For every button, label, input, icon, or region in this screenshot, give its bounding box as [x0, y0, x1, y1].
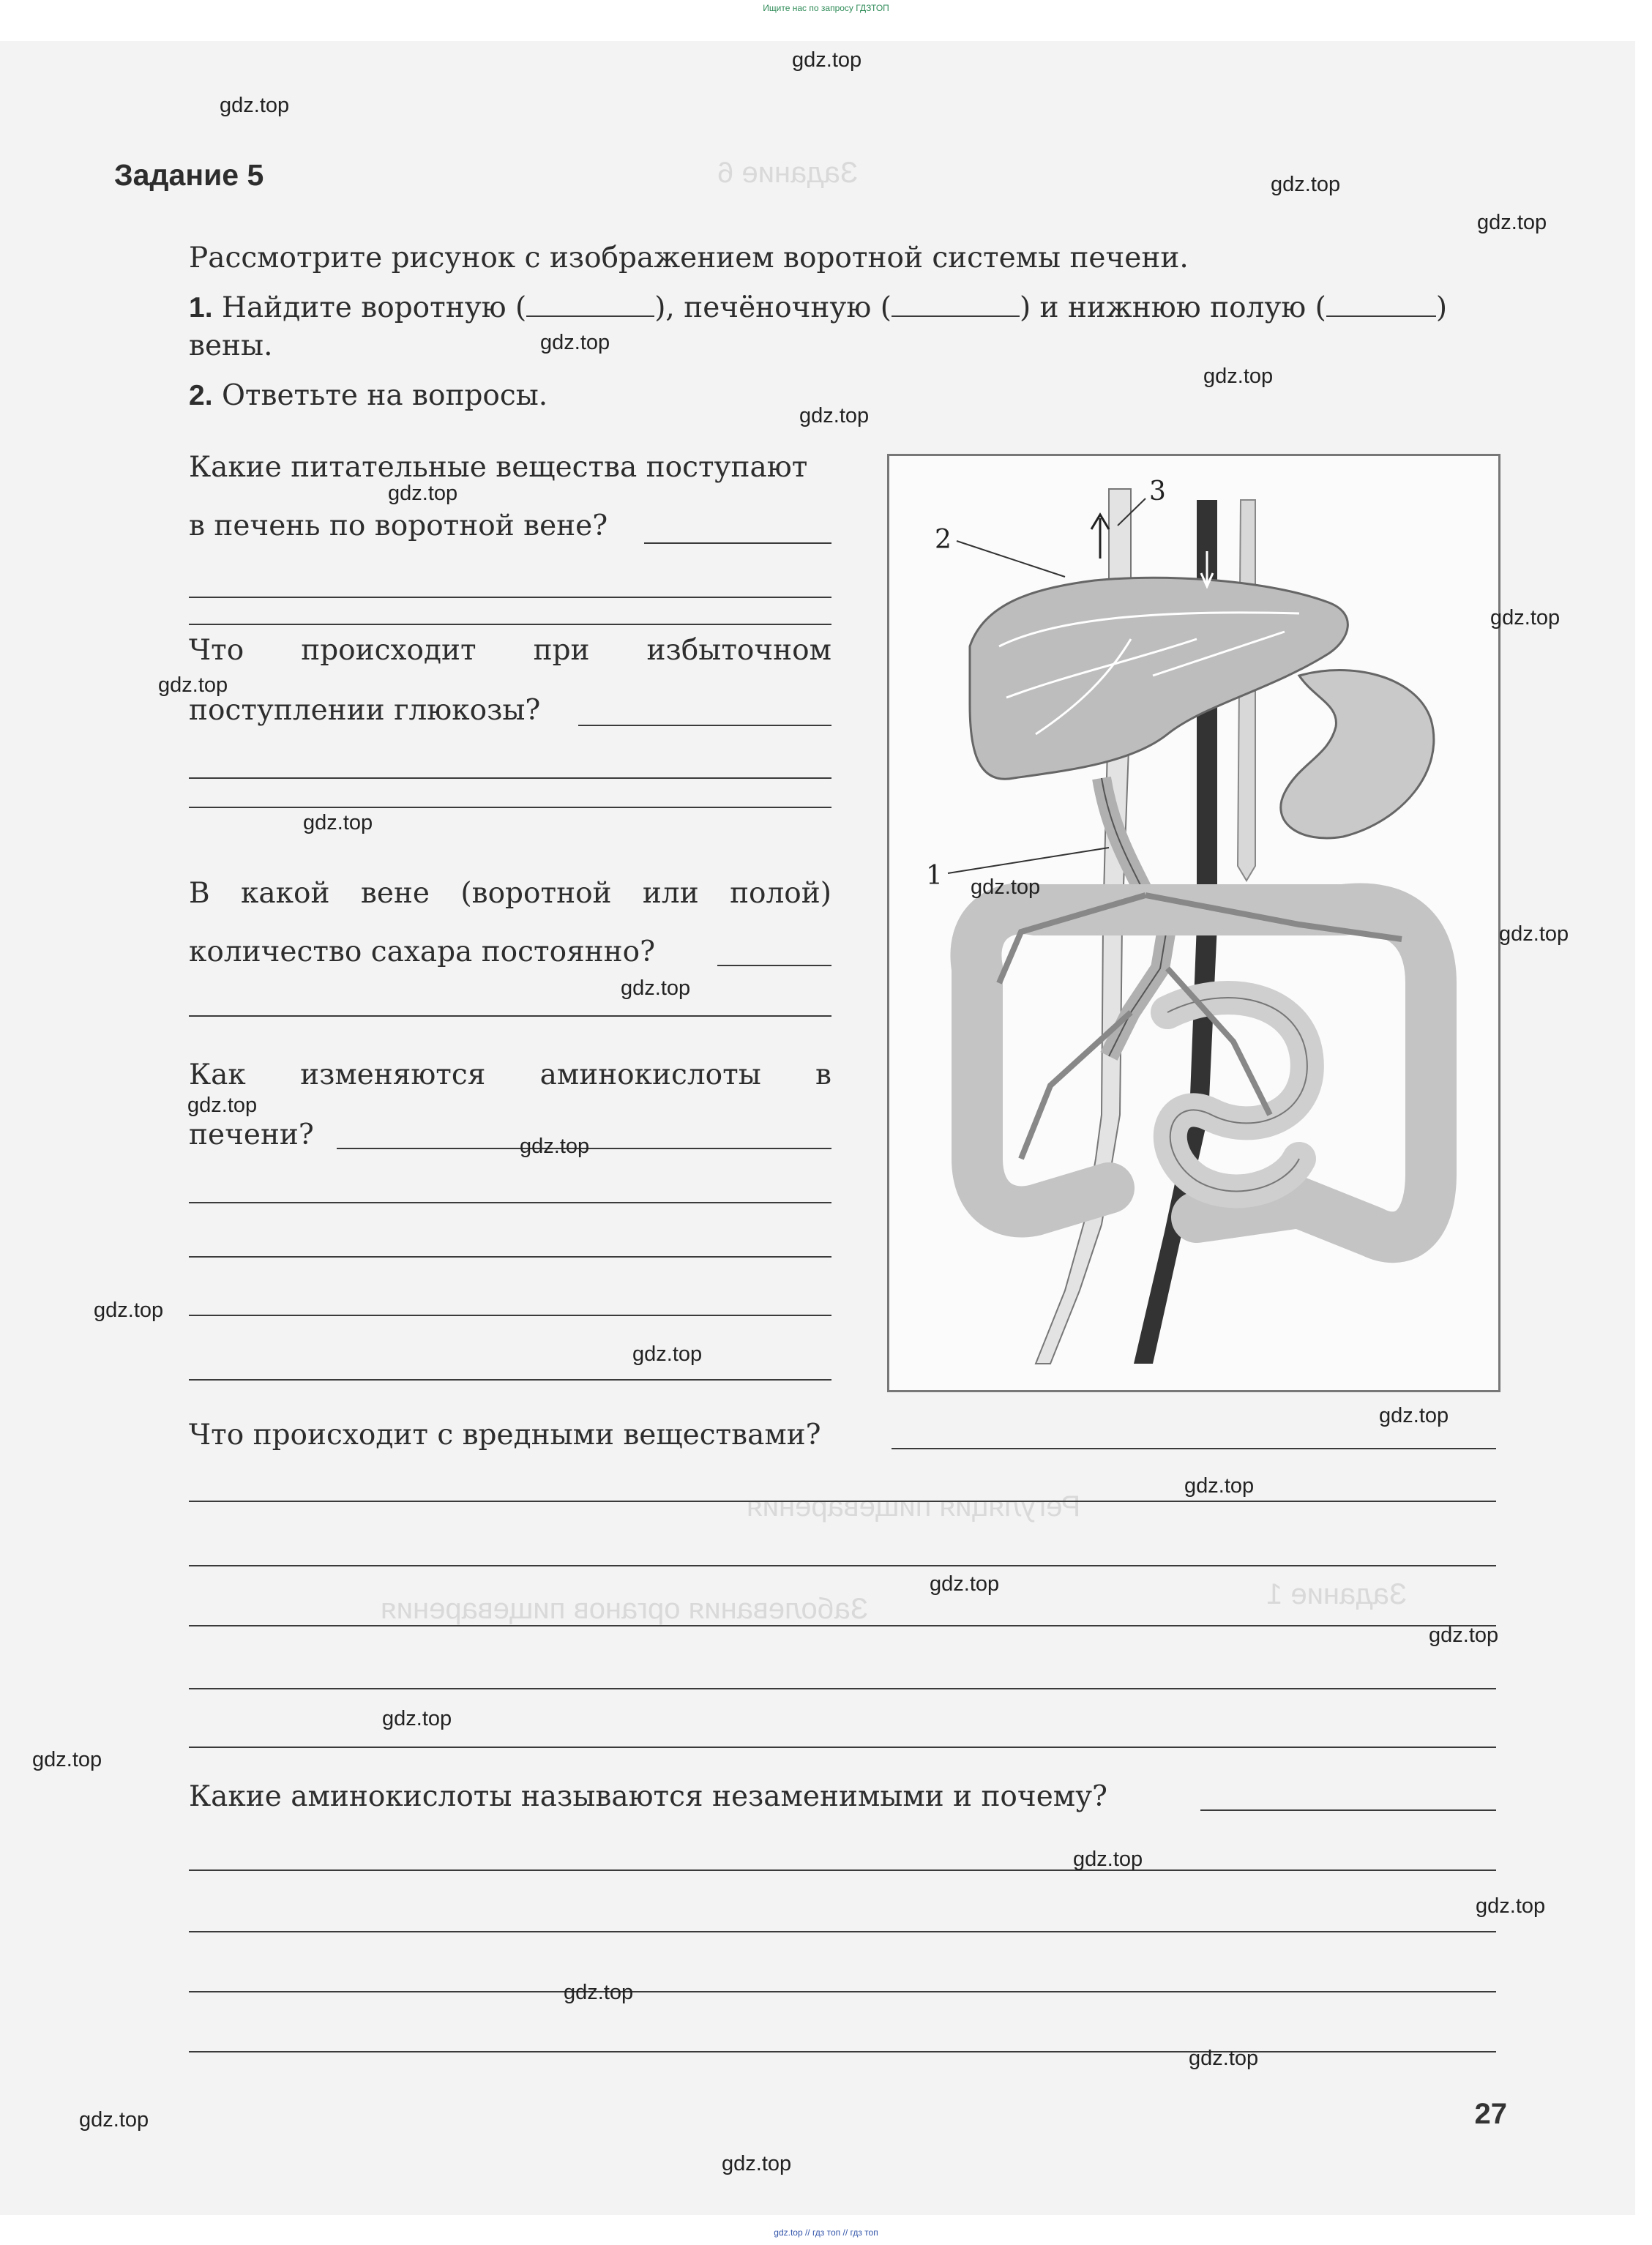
question-word: полой): [730, 877, 831, 910]
question-word: или: [642, 877, 699, 910]
answer-line[interactable]: [1200, 1809, 1496, 1811]
answer-line[interactable]: [189, 1688, 1496, 1689]
watermark: gdz.top: [930, 1572, 1000, 1596]
question-word: в: [815, 1058, 831, 1091]
watermark: gdz.top: [799, 404, 870, 427]
question-5: Что происходит с вредными веществами?: [189, 1419, 821, 1452]
question-word: избыточном: [646, 634, 831, 667]
answer-line[interactable]: [189, 777, 831, 779]
answer-line[interactable]: [189, 1565, 1496, 1566]
item-1-continuation: вены.: [189, 329, 273, 362]
watermark: gdz.top: [1203, 365, 1274, 388]
answer-line[interactable]: [189, 1256, 831, 1258]
answer-line[interactable]: [189, 1315, 831, 1316]
answer-line[interactable]: [189, 597, 831, 598]
answer-line[interactable]: [189, 1747, 1496, 1748]
item-1-text: ): [1435, 291, 1448, 324]
question-word: при: [533, 634, 590, 667]
answer-line[interactable]: [189, 1015, 831, 1017]
portal-vein-blank[interactable]: [526, 294, 654, 317]
answer-line[interactable]: [644, 542, 831, 544]
small-intestine: [1167, 998, 1307, 1191]
question-2-line1: [189, 634, 831, 667]
answer-line[interactable]: [189, 1625, 1496, 1626]
question-3-line1: [189, 877, 831, 910]
stomach: [1281, 670, 1434, 838]
question-word: изменяются: [300, 1058, 486, 1091]
label-2-leader: [957, 541, 1065, 577]
item-1-text: ) и нижнюю полую (: [1019, 291, 1326, 324]
colon: [977, 968, 1109, 1211]
answer-line[interactable]: [189, 2051, 1496, 2052]
watermark: gdz.top: [382, 1707, 452, 1730]
question-word: Как: [189, 1058, 246, 1091]
watermark: gdz.top: [1073, 1848, 1143, 1871]
watermark: gdz.top: [1490, 606, 1561, 630]
item-1: [189, 291, 1447, 324]
question-word: В: [189, 877, 210, 910]
watermark: gdz.top: [792, 48, 862, 72]
bleed-through-text: Задание 1: [1266, 1578, 1408, 1610]
watermark: gdz.top: [1477, 211, 1547, 234]
watermark: gdz.top: [79, 2108, 149, 2132]
question-4-line2: печени?: [189, 1118, 314, 1151]
question-2-line2: поступлении глюкозы?: [189, 694, 541, 727]
answer-line[interactable]: [189, 807, 831, 808]
flow-arrow-icon: [1091, 515, 1109, 559]
item-1-text: Найдите воротную (: [221, 291, 527, 324]
watermark: gdz.top: [540, 331, 610, 354]
figure-label-1: 1: [926, 861, 943, 891]
question-4-line1: [189, 1058, 831, 1091]
liver: [970, 578, 1348, 779]
portal-system-illustration: [889, 456, 1498, 1390]
figure-label-3: 3: [1149, 477, 1166, 507]
label-1-leader: [948, 848, 1109, 873]
answer-line[interactable]: [189, 1501, 1496, 1502]
top-note: Ищите нас по запросу ГДЗТОП: [763, 3, 889, 13]
bleed-through-text: Регуляция пищеварения: [747, 1490, 1081, 1523]
answer-line[interactable]: [578, 725, 831, 726]
watermark: gdz.top: [1429, 1624, 1499, 1647]
intro-text: Рассмотрите рисунок с изображением воротной системы печени.: [189, 242, 1189, 274]
portal-system-figure: [887, 454, 1500, 1392]
item-2-text: Ответьте на вопросы.: [221, 379, 548, 412]
bleed-through-text: Заболевания органов пищеварения: [381, 1593, 869, 1625]
question-word: Что: [189, 634, 244, 667]
watermark: gdz.top: [32, 1748, 102, 1771]
watermark: gdz.top: [1499, 922, 1569, 946]
question-1-line1: Какие питательные вещества поступают: [189, 451, 808, 484]
bleed-through-text: Задание 6: [717, 157, 859, 189]
watermark: gdz.top: [520, 1135, 590, 1158]
watermark: gdz.top: [1379, 1404, 1449, 1427]
watermark: gdz.top: [94, 1299, 164, 1322]
watermark: gdz.top: [388, 482, 458, 505]
answer-line[interactable]: [189, 1931, 1496, 1932]
watermark: gdz.top: [220, 94, 290, 117]
item-2: [189, 379, 547, 412]
watermark: gdz.top: [971, 875, 1041, 899]
question-3-line2: количество сахара постоянно?: [189, 935, 656, 968]
hepatic-vein-blank[interactable]: [892, 294, 1020, 317]
watermark: gdz.top: [1271, 173, 1341, 196]
watermark: gdz.top: [564, 1981, 634, 2004]
page-number: 27: [1474, 2098, 1507, 2130]
bottom-note: gdz.top // гдз топ // гдз топ: [774, 2227, 878, 2238]
figure-label-2: 2: [935, 525, 952, 555]
watermark: gdz.top: [722, 2152, 792, 2175]
answer-line[interactable]: [189, 1379, 831, 1381]
answer-line[interactable]: [189, 624, 831, 625]
watermark: gdz.top: [187, 1094, 258, 1117]
vena-cava-blank[interactable]: [1326, 294, 1436, 317]
question-1-line2: в печень по воротной вене?: [189, 509, 608, 542]
watermark: gdz.top: [632, 1342, 703, 1366]
answer-line[interactable]: [189, 1991, 1496, 1992]
item-1-text: ), печёночную (: [654, 291, 892, 324]
item-1-number: 1.: [189, 292, 213, 324]
question-6: Какие аминокислоты называются незаменимыми и почему?: [189, 1780, 1107, 1813]
watermark: gdz.top: [158, 673, 228, 697]
question-word: (воротной: [460, 877, 612, 910]
question-word: какой: [241, 877, 330, 910]
item-2-number: 2.: [189, 380, 213, 411]
watermark: gdz.top: [1476, 1894, 1546, 1918]
answer-line[interactable]: [717, 965, 831, 966]
answer-line[interactable]: [189, 1869, 1496, 1871]
watermark: gdz.top: [1184, 1474, 1255, 1498]
answer-line[interactable]: [189, 1202, 831, 1203]
watermark: gdz.top: [303, 811, 373, 834]
question-word: аминокислоты: [539, 1058, 761, 1091]
question-word: происходит: [301, 634, 476, 667]
task-title: Задание 5: [114, 158, 264, 192]
question-word: вене: [360, 877, 430, 910]
watermark: gdz.top: [621, 976, 691, 1000]
answer-line[interactable]: [892, 1448, 1496, 1449]
watermark: gdz.top: [1189, 2047, 1259, 2070]
